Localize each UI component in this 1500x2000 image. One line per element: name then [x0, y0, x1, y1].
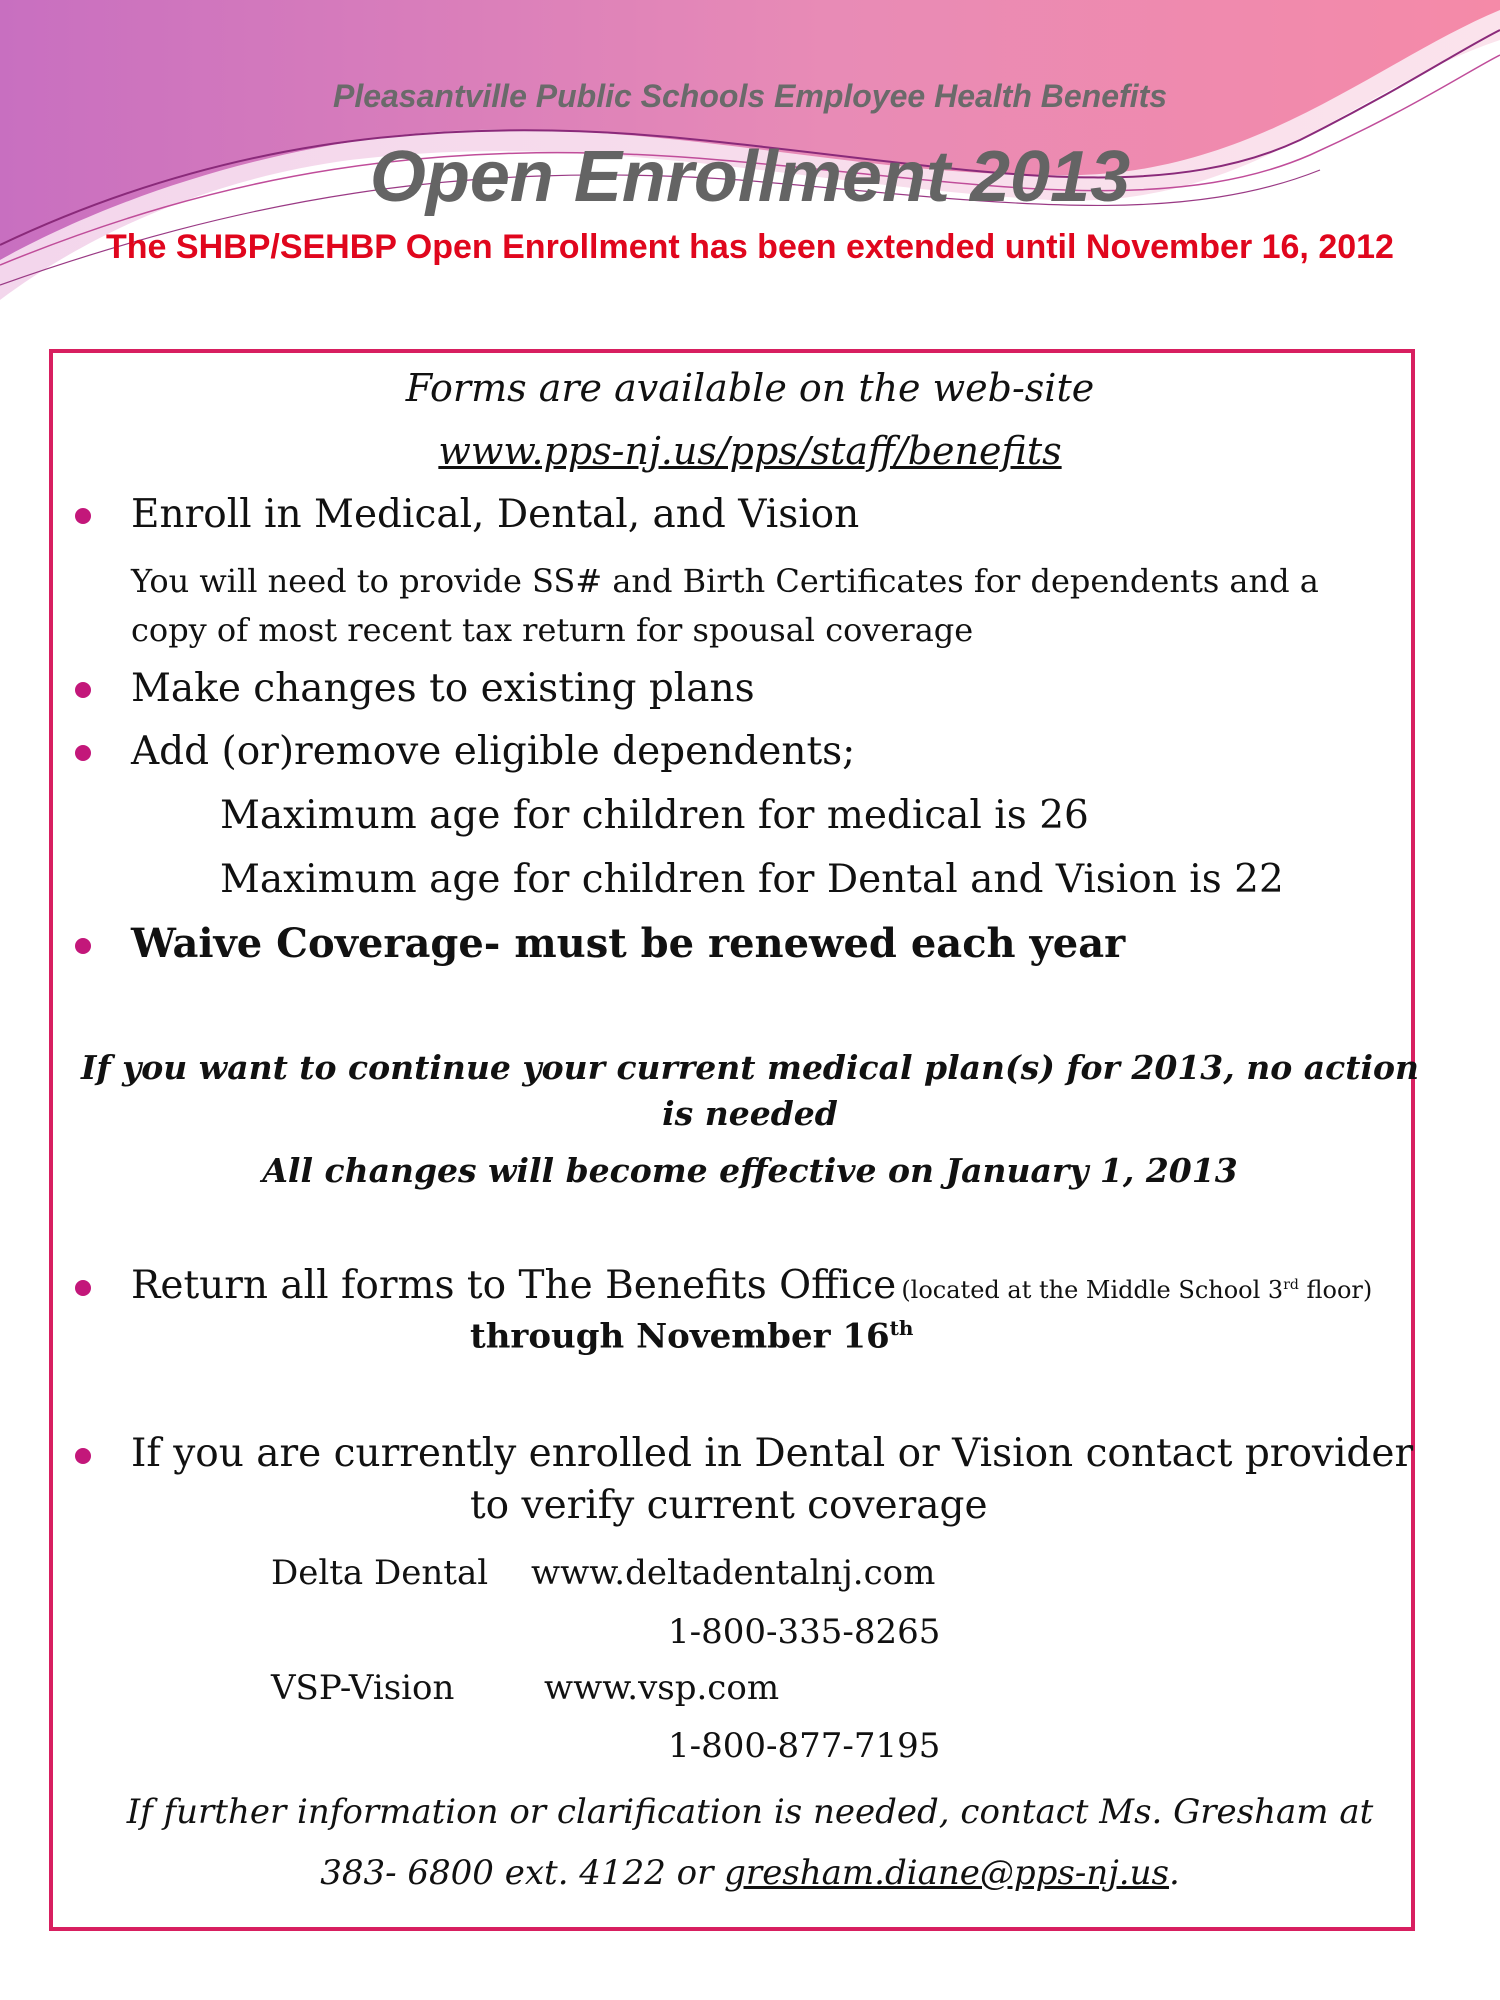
return-forms-text: Return all forms to The Benefits Office — [131, 1263, 897, 1308]
verify-coverage-line-1: If you are currently enrolled in Dental or Vision contact provider — [131, 1431, 1414, 1476]
office-location-text: (located at the Middle School 3rd floor) — [901, 1276, 1373, 1304]
benefits-website-link[interactable]: www.pps-nj.us/pps/staff/benefits — [438, 429, 1062, 473]
provider-url-vsp-vision[interactable]: www.vsp.com — [544, 1668, 780, 1708]
extension-notice: The SHBP/SEHBP Open Enrollment has been extended until November 16, 2012 — [106, 228, 1394, 266]
provider-phone-delta-dental: 1-800-335-8265 — [668, 1612, 941, 1652]
contact-info-line-2: 383- 6800 ext. 4122 or gresham.diane@pps-nj.us. — [320, 1853, 1180, 1893]
contact-info-line-1: If further information or clarification is needed, contact Ms. Gresham at — [126, 1792, 1374, 1832]
return-deadline: through November 16th — [470, 1316, 914, 1357]
bullet-dot — [75, 745, 91, 761]
bullet-waive-coverage: Waive Coverage- must be renewed each year — [131, 920, 1126, 967]
bullet-dot — [75, 508, 91, 524]
organization-name: Pleasantville Public Schools Employee Health Benefits — [332, 78, 1168, 114]
page-title: Open Enrollment 2013 — [369, 137, 1131, 217]
provider-phone-vsp-vision: 1-800-877-7195 — [668, 1726, 941, 1766]
bullet-add-remove-dependents: Add (or)remove eligible dependents; — [131, 729, 856, 774]
bullet-dot — [75, 1448, 91, 1464]
effective-date-note: All changes will become effective on January 1, 2013 — [262, 1151, 1238, 1190]
return-forms-line — [131, 1263, 1372, 1308]
enroll-detail-line-2: copy of most recent tax return for spousal coverage — [131, 611, 974, 649]
provider-url-delta-dental[interactable]: www.deltadentalnj.com — [531, 1553, 936, 1593]
bullet-make-changes: Make changes to existing plans — [131, 666, 755, 711]
continue-plan-note-line-2: is needed — [662, 1094, 838, 1133]
provider-name-vsp-vision: VSP-Vision — [271, 1668, 455, 1708]
contact-email-link[interactable]: gresham.diane@pps-nj.us — [724, 1853, 1169, 1893]
provider-name-delta-dental: Delta Dental — [271, 1553, 489, 1593]
bullet-dot — [75, 682, 91, 698]
bullet-enroll: Enroll in Medical, Dental, and Vision — [131, 492, 860, 537]
bullet-dot — [75, 1280, 91, 1296]
bullet-dot — [75, 938, 91, 954]
max-age-medical: Maximum age for children for medical is 26 — [220, 793, 1089, 838]
continue-plan-note-line-1: If you want to continue your current medical plan(s) for 2013, no action — [81, 1048, 1419, 1087]
verify-coverage-line-2: to verify current coverage — [470, 1483, 988, 1528]
max-age-dental-vision: Maximum age for children for Dental and Vision is 22 — [220, 857, 1284, 902]
forms-available-text: Forms are available on the web-site — [405, 366, 1095, 410]
enroll-detail-line-1: You will need to provide SS# and Birth Certificates for dependents and a — [131, 562, 1319, 600]
